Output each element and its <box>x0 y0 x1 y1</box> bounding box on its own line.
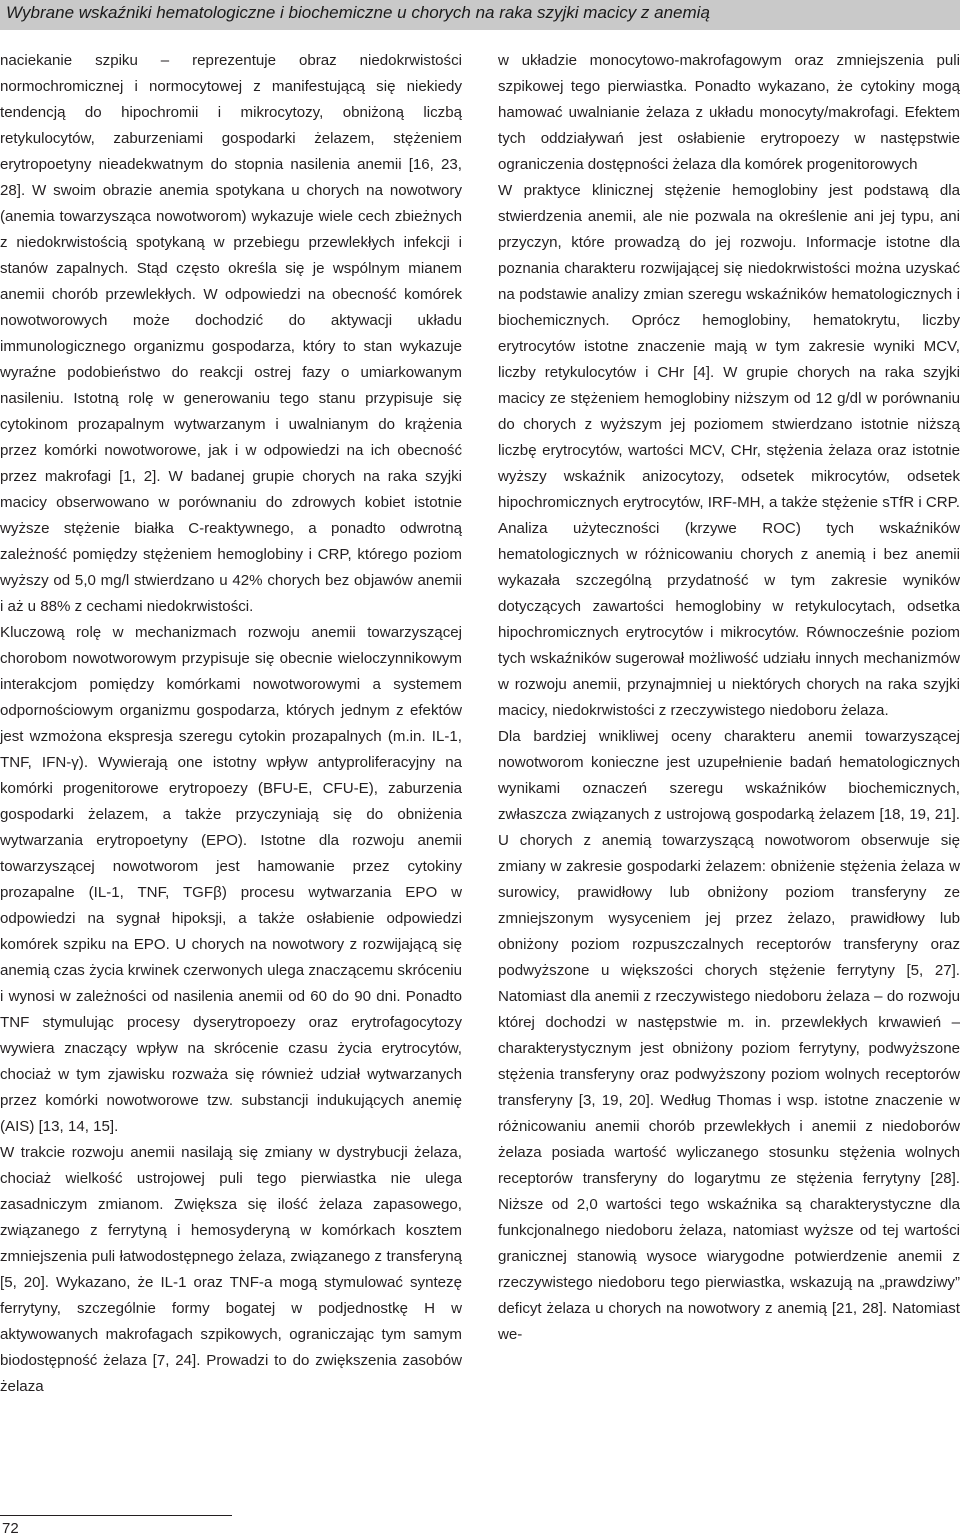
left-paragraph-2: Kluczową rolę w mechanizmach rozwoju anemii towarzyszącej chorobom nowotworowym przypisuje się obecnie wieloczynnikowym interakcjom pomiędzy komórkami nowotworowymi a systemem odpornościowym organizmu gospodarza, których jednym z efektów jest wzmożona ekspresja szeregu cytokin prozapalnych (m.in. IL-1, TNF, IFN-γ). Wywierają one istotny wpływ antyproliferacyjny na komórki progenitorowe erytropoezy (BFU-E, CFU-E), zaburzenia gospodarki żelazem, a także przyczyniają się do obniżenia wytwarzania erytropoetyny (EPO). Istotne dla rozwoju anemii towarzyszącej nowotworom jest hamowanie przez cytokiny prozapalne (IL-1, TNF, TGFβ) procesu wytwarzania EPO w odpowiedzi na sygnał hipoksji, a także osłabienie odpowiedzi komórek szpiku na EPO. U chorych na nowotwory z rozwijającą się anemią czas życia krwinek czerwonych ulega znaczącemu skróceniu i wynosi w zależności od nasilenia anemii od 60 do 90 dni. Ponadto TNF stymulując procesy dyserytropoezy oraz erytrofagocytozy wywiera znaczący wpływ na skrócenie czasu życia erytrocytów, chociaż w tym zjawisku rozważa się również udział wytwarzanych przez komórki nowotworowe tzw. substancji indukujących anemię (AIS) [13, 14, 15]. <box>0 624 462 1135</box>
running-header-title: Wybrane wskaźniki hematologiczne i biochemiczne u chorych na raka szyjki macicy z anemią <box>6 3 710 22</box>
left-paragraph-3: W trakcie rozwoju anemii nasilają się zmiany w dystrybucji żelaza, chociaż wielkość ustrojowej puli tego pierwiastka nie ulega zasadniczym zmianom. Zwiększa się ilość żelaza zapasowego, związanego z ferrytyną i hemosyderyną w komórkach kosztem zmniejszenia puli łatwodostępnego żelaza, związanego z transferyną [5, 20]. Wykazano, że IL-1 oraz TNF-a mogą stymulować syntezę ferrytyny, szczególnie formy bogatej w podjednostkę H w aktywowanych makrofagach szpikowych, ograniczając tym samym biodostępność żelaza [7, 24]. Prowadzi to do zwiększenia zasobów żelaza <box>0 1144 462 1395</box>
page-number: 72 <box>2 1520 19 1537</box>
left-column <box>0 48 462 1400</box>
right-paragraph-3: Dla bardziej wnikliwej oceny charakteru anemii towarzyszącej nowotworom konieczne jest uzupełnienie badań hematologicznych wynikami oznaczeń szeregu wskaźników biochemicznych, zwłaszcza związanych z ustrojową gospodarką żelazem [18, 19, 21]. U chorych z anemią towarzyszącą nowotworom obserwuje się zmiany w zakresie gospodarki żelazem: obniżenie stężenia żelaza w surowicy, prawidłowy lub obniżony poziom transferyny ze zmniejszonym wysyceniem jej przez żelazo, prawidłowy lub obniżony poziom rozpuszczalnych receptorów transferyny oraz podwyższone u większości chorych stężenie ferrytyny [5, 27]. Natomiast dla anemii z rzeczywistego niedoboru żelaza – do rozwoju której dochodzi w następstwie m. in. przewlekłych krwawień – charakterystycznym jest obniżony poziom ferrytyny, podwyższone stężenia transferyny oraz podwyższony poziom wolnych receptorów transferyny [3, 19, 20]. Według Thomas i wsp. istotne znaczenie w różnicowaniu anemii chorób przewlekłych i anemii z niedoborów żelaza posiada wartość wyliczanego stosunku stężenia wolnych receptorów transferyny do logarytmu ze stężenia ferrytyny [28]. Niższe od 2,0 wartości tego wskaźnika są charakterystyczne dla funkcjonalnego niedoboru żelaza, natomiast wyższe od tej wartości granicznej stanowią wysoce wiarygodne potwierdzenie anemii z rzeczywistego niedoboru tego pierwiastka, wskazują na „prawdziwy” deficyt żelaza u chorych na nowotwory z anemią [21, 28]. Natomiast we- <box>498 728 960 1343</box>
right-column <box>498 48 960 1348</box>
left-paragraph-1: naciekanie szpiku – reprezentuje obraz niedokrwistości normochromicznej i normocytowej z manifestującą się niekiedy tendencją do hipochromii i mikrocytozy, obniżoną liczbą retykulocytów, zaburzeniami gospodarki żelazem, stężeniem erytropoetyny nieadekwatnym do stopnia nasilenia anemii [16, 23, 28]. W swoim obrazie anemia spotykana u chorych na nowotwory (anemia towarzysząca nowotworom) wykazuje wiele cech zbieżnych z niedokrwistością spotykaną w przebiegu przewlekłych infekcji i stanów zapalnych. Stąd często określa się je wspólnym mianem anemii chorób przewlekłych. W odpowiedzi na obecność komórek nowotworowych może dochodzić do aktywacji układu immunologicznego organizmu gospodarza, który to stan wykazuje wyraźne podobieństwo do reakcji ostrej fazy o umiarkowanym nasileniu. Istotną rolę w generowaniu tego stanu przypisuje się cytokinom prozapalnym wytwarzanym i uwalnianym do krążenia przez komórki nowotworowe, jak i w odpowiedzi na ich obecność przez makrofagi [1, 2]. W badanej grupie chorych na raka szyjki macicy obserwowano w porównaniu do zdrowych kobiet istotnie wyższe stężenie białka C-reaktywnego, a ponadto odwrotną zależność pomiędzy stężeniem hemoglobiny i CRP, którego poziom wyższy od 5,0 mg/l stwierdzano u 42% chorych bez objawów anemii i aż u 88% z cechami niedokrwistości. <box>0 52 462 615</box>
footer-divider <box>0 1515 232 1516</box>
right-paragraph-2: W praktyce klinicznej stężenie hemoglobiny jest podstawą dla stwierdzenia anemii, ale nie pozwala na określenie ani jej typu, ani przyczyn, które prowadzą do jej rozwoju. Informacje istotne dla poznania charakteru rozwijającej się niedokrwistości można uzyskać na podstawie analizy zmian szeregu wskaźników hematologicznych i biochemicznych. Oprócz hemoglobiny, hematokrytu, liczby erytrocytów istotne znaczenie mają w tym zakresie wyniki MCV, liczby retykulocytów i CHr [4]. W grupie chorych na raka szyjki macicy ze stężeniem hemoglobiny niższym od 12 g/dl w porównaniu do chorych z wyższym jej poziomem stwierdzano istotnie niższą liczbę erytrocytów, wartości MCV, CHr, stężenia żelaza oraz istotnie wyższy wskaźnik anizocytozy, odsetek mikrocytów, odsetek hipochromicznych erytrocytów, IRF-MH, a także stężenie sTfR i CRP. Analiza użyteczności (krzywe ROC) tych wskaźników hematologicznych w różnicowaniu chorych z anemią i bez anemii wykazała szczególną przydatność w tym zakresie wyników dotyczących zawartości hemoglobiny w retykulocytach, odsetka hipochromicznych erytrocytów i mikrocytów. Równocześnie poziom tych wskaźników sugerował możliwość udziału innych mechanizmów w rozwoju anemii, przynajmniej u niektórych chorych na raka szyjki macicy, niedokrwistości z rzeczywistego niedoboru żelaza. <box>498 182 960 719</box>
right-paragraph-1: w układzie monocytowo-makrofagowym oraz zmniejszenia puli szpikowej tego pierwiastka. Ponadto wykazano, że cytokiny mogą hamować uwalnianie żelaza z układu monocyty/makrofagi. Efektem tych oddziaływań jest osłabienie erytropoezy w następstwie ograniczenia dostępności żelaza dla komórek progenitorowych <box>498 52 960 173</box>
running-header <box>0 0 960 30</box>
